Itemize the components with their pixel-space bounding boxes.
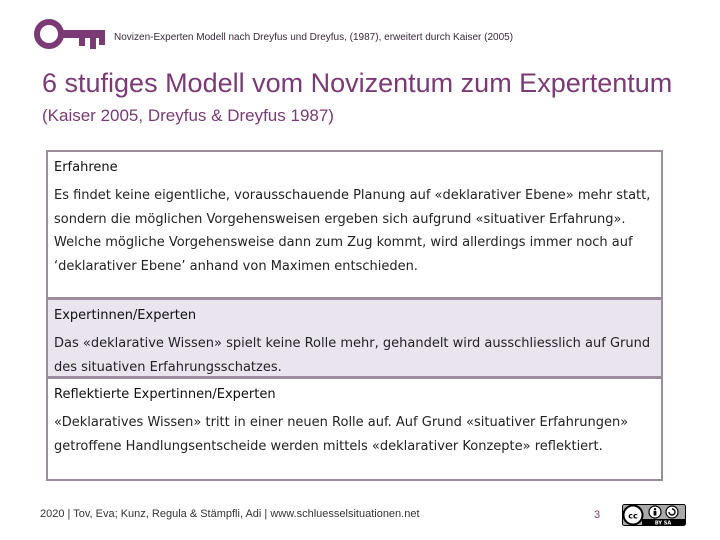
cc-by-sa-icon bbox=[622, 504, 686, 526]
panel-reflektierte-experten bbox=[46, 377, 663, 481]
panel-body: Es findet keine eigentliche, vorausschauende Planung auf «deklarativer Ebene» mehr statt, sondern die möglichen Vorgehensweisen ergeben sich aufgrund «situativer Erfahrung». Welche mögliche Vorgehensweise dann zum Zug kommt, wird allerdings immer noch auf ‘deklarativer Ebene’ anhand von Maximen entschieden. bbox=[54, 188, 651, 274]
key-logo-icon bbox=[33, 15, 107, 53]
svg-text:cc: cc bbox=[628, 511, 638, 521]
running-title: Novizen-Experten Modell nach Dreyfus und Dreyfus, (1987), erweitert durch Kaiser (2005) bbox=[114, 32, 514, 43]
panel-body: Das «deklarative Wissen» spielt keine Rolle mehr, gehandelt wird ausschliesslich auf Grund des situativen Erfahrungsschatzes. bbox=[54, 336, 651, 375]
footer-credits: 2020 | Tov, Eva; Kunz, Regula & Stämpfli, Adi | www.schluesselsituationen.net bbox=[40, 508, 420, 520]
slide-subtitle: (Kaiser 2005, Dreyfus & Dreyfus 1987) bbox=[42, 106, 334, 125]
panel-heading: Erfahrene bbox=[54, 160, 118, 175]
slide-title: 6 stufiges Modell vom Novizentum zum Expertentum bbox=[42, 68, 673, 98]
panel-body: «Deklaratives Wissen» tritt in einer neuen Rolle auf. Auf Grund «situativer Erfahrungen» getroffene Handlungsentscheide werden mittels «deklarativer Konzepte» reflektiert. bbox=[54, 415, 629, 454]
panel-heading: Reflektierte Expertinnen/Experten bbox=[54, 387, 276, 402]
page-number: 3 bbox=[594, 509, 601, 521]
panel-expertinnen-experten bbox=[46, 298, 663, 378]
cc-badge-text: BY SA bbox=[654, 520, 672, 526]
panel-heading: Expertinnen/Experten bbox=[54, 308, 197, 323]
panel-erfahrene bbox=[46, 150, 663, 299]
